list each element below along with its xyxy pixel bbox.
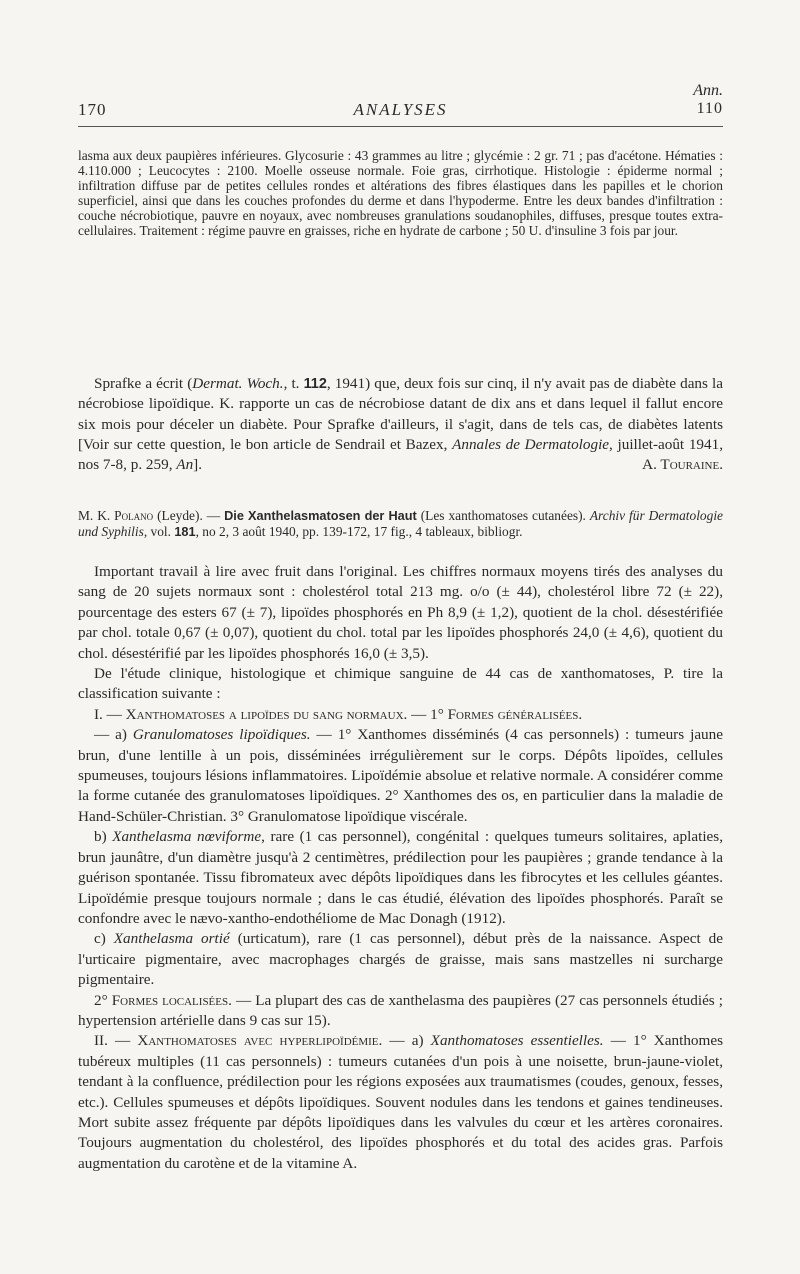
paragraph: 2° Formes localisées. — La plupart des cas de xanthelasma des paupières (27 cas personnels étudiés ; hypertension artérielle dans 9 cas sur 15).	[78, 991, 723, 1029]
case-report-text: lasma aux deux paupières inférieures. Glycosurie : 43 grammes au litre ; glycémie : 2 gr. 71 ; pas d'acétone. Hématies : 4.110.000 ; Leucocytes : 2100. Moelle osseuse normale. Foie gras, cirrhotique. Histologie : épiderme normal ; infiltration diffuse par de petites cellules rondes et altérations des fibres élastiques dans les papilles et le chorion superficiel, ainsi que dans les couches profondes du derme et dans l'hypoderme. Entre les deux bandes d'infiltration : couche nécrobiotique, pauvre en noyaux, avec nombreuses granulations soudanophiles, diffuses, presque toutes extra-cellulaires. Traitement : régime pauvre en graisses, riche en hydrate de carbone ; 50 U. d'insuline 3 fois par jour.	[78, 148, 723, 239]
paragraph: Important travail à lire avec fruit dans l'original. Les chiffres normaux moyens tirés des analyses du sang de 20 sujets normaux sont : cholestérol total 213 mg. o/o (± 44), cholestérol libre 72 (± 22), pourcentage des esters 67 (± 7), lipoïdes phosphorés en Ph 8,9 (± 1,2), quotient de la chol. désestérifiée par chol. totale 0,67 (± 0,07), quotient du chol. total par les lipoïdes phosphorés 24,0 (± 4,6), quotient du chol. désestérifié par les lipoïdes phosphorés 16,0 (± 3,5).	[78, 563, 723, 662]
author-signature: A. Touraine.	[642, 456, 723, 474]
header-rule	[78, 126, 723, 127]
paragraph: — a) Granulomatoses lipoïdiques. — 1° Xanthomes disséminés (4 cas personnels) : tumeurs jaune brun, d'une lentille à un pois, disséminées irrégulièrement sur le corps. Dépôts lipoïdes, cellules spumeuses, toujours lésions inflammatoires. Lipoïdémie absolue et relative normale. A considérer comme la forme cutanée des granulomatoses lipoïdiques. 2° Xanthomes des os, en particulier dans la maladie de Hand-Schüler-Christian. 3° Granulomatose lipoïdique viscérale.	[78, 726, 723, 825]
page-number: 170	[78, 100, 107, 119]
paragraph: I. — Xanthomatoses a lipoïdes du sang normaux. — 1° Formes généralisées.	[94, 705, 583, 723]
section-title: ANALYSES	[353, 100, 448, 119]
volume-number: 110	[696, 100, 723, 117]
article-reference: M. K. Polano (Leyde). — Die Xanthelasmatosen der Haut (Les xanthomatoses cutanées). Archiv für Dermatologie und Syphilis, vol. 181, no 2, 3 août 1940, pp. 139-172, 17 fig., 4 tableaux, bibliogr.	[78, 508, 723, 540]
paragraph: c) Xanthelasma ortié (urticatum), rare (1 cas personnel), début près de la naissance. Aspect de l'urticaire pigmentaire, avec macrophages chargés de graisse, mais sans mastzelles ni surcharge pigmentaire.	[78, 930, 723, 989]
article-title: Die Xanthelasmatosen der Haut	[224, 508, 417, 523]
margin-annotation: Ann.	[693, 82, 723, 99]
running-header	[78, 100, 723, 122]
paragraph: De l'étude clinique, histologique et chimique sanguine de 44 cas de xanthomatoses, P. tire la classification suivante :	[78, 665, 723, 703]
review-body	[78, 562, 723, 1174]
paragraph: b) Xanthelasma nœviforme, rare (1 cas personnel), congénital : quelques tumeurs solitaires, aplaties, brun jaunâtre, d'un diamètre jusqu'à 2 centimètres, prédilection pour les paupières ; grande tendance à la guérison spontanée. Tissu fibromateux avec dépôts lipoïdiques dans les fibrocytes et les cellules géantes. Lipoïdémie presque toujours normale ; dans le cas étudié, élévation des lipoïdes phosphorés. Paraît se confondre avec le nævo-xantho-endothéliome de Mac Donagh (1912).	[78, 828, 723, 927]
paragraph: II. — Xanthomatoses avec hyperlipoïdémie. — a) Xanthomatoses essentielles. — 1° Xanthomes tubéreux multiples (11 cas personnels) : tumeurs cutanées d'un pois à une noisette, brun-jaune-violet, tendant à la confluence, prédilection pour les régions exposées aux traumatismes (coudes, genoux, fesses, etc.). Cellules spumeuses et dépôts lipoïdiques. Souvent nodules dans les tendons et gaines tendineuses. Mort subite assez fréquente par dépôts lipoïdiques dans les valvules du cœur et les artères coronaires. Toujours augmentation du cholestérol, des lipoïdes phosphorés et du total des acides gras. Parfois augmentation du carotène et de la vitamine A.	[78, 1032, 723, 1172]
sprafke-paragraph: Sprafke a écrit (Dermat. Woch., t. 112, 1941) que, deux fois sur cinq, il n'y avait pas de diabète dans la nécrobiose lipoïdique. K. rapporte un cas de nécrobiose datant de dix ans et dans lequel il fallut encore six mois pour déceler un diabète. Pour Sprafke d'ailleurs, il s'agit, dans de tels cas, de diabètes latents [Voir sur cette question, le bon article de Sendrail et Bazex, Annales de Dermatologie, juillet-août 1941, nos 7-8, p. 259, An]. A. Touraine.	[78, 374, 723, 475]
